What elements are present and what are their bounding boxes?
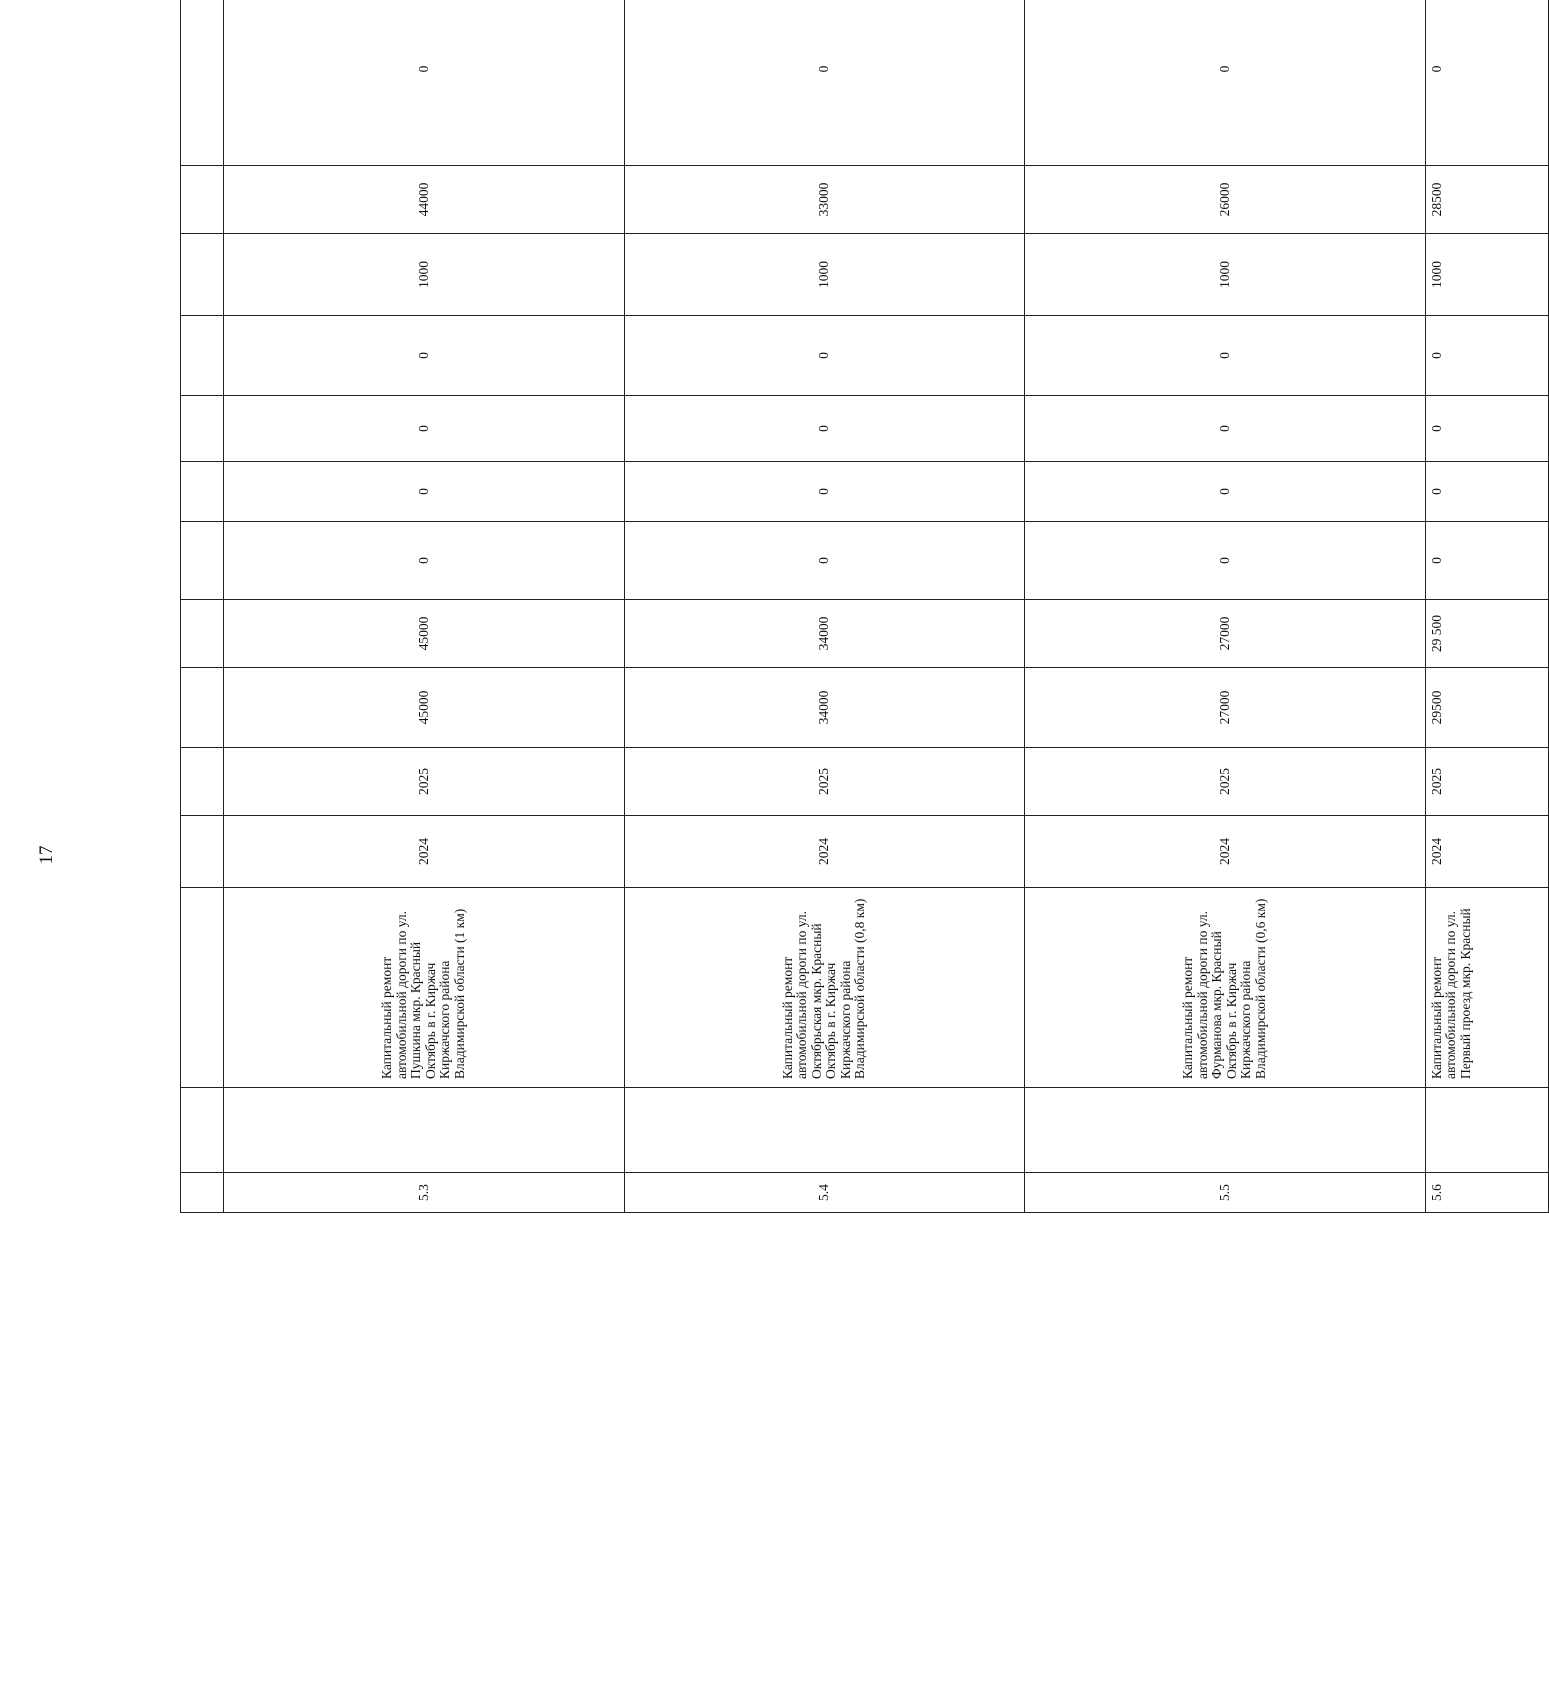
value-cell: 0 [624,462,1025,522]
value-cell: 0 [1425,462,1548,522]
value-cell: 0 [1425,316,1548,396]
start-year: 2024 [1425,816,1548,888]
value-cell: 0 [224,396,625,462]
row-number: 5.4 [624,1173,1025,1213]
value-cell: 26000 [1025,166,1426,234]
value-cell: 0 [1025,462,1426,522]
table-row [624,0,1025,1213]
total-cost-2: 29 500 [1425,600,1548,668]
table-cell [181,816,224,888]
total-cost: 27000 [1025,668,1426,748]
table-cell [181,0,224,166]
end-year: 2025 [224,748,625,816]
table-cell [1025,1088,1426,1173]
value-cell: 33000 [624,166,1025,234]
program-table [180,0,1549,1213]
rotated-table-container [180,65,1473,1213]
table-cell [181,668,224,748]
value-cell: 1000 [1425,234,1548,316]
page-number: 17 [36,845,57,865]
row-number: 5.6 [1425,1173,1548,1213]
total-cost: 34000 [624,668,1025,748]
value-cell: 0 [224,462,625,522]
row-number: 5.5 [1025,1173,1426,1213]
value-cell: 0 [624,396,1025,462]
value-cell: 0 [1025,396,1426,462]
value-cell: 0 [224,316,625,396]
total-cost: 45000 [224,668,625,748]
table-row [224,0,625,1213]
end-year: 2025 [1425,748,1548,816]
value-cell: 0 [1425,0,1548,166]
table-cell [181,166,224,234]
total-cost-2: 34000 [624,600,1025,668]
table-cell [181,234,224,316]
start-year: 2024 [224,816,625,888]
end-year: 2025 [1025,748,1426,816]
total-cost-2: 45000 [224,600,625,668]
value-cell: 1000 [224,234,625,316]
table-cell [1425,1088,1548,1173]
value-cell: 44000 [224,166,625,234]
value-cell: 0 [1425,396,1548,462]
value-cell: 1000 [1025,234,1426,316]
total-cost: 29500 [1425,668,1548,748]
table-header-continuation-row [181,0,224,1213]
value-cell: 0 [624,0,1025,166]
table-cell [181,1088,224,1173]
value-cell: 0 [1025,0,1426,166]
table-cell [181,888,224,1088]
table-cell [624,1088,1025,1173]
measure-name: Капитальный ремонт автомобильной дороги по ул. Пушкина мкр. Красный Октябрь в г. Киржач Киржачского района Владимирской области (1 км) [224,888,625,1088]
value-cell: 1000 [624,234,1025,316]
measure-name: Капитальный ремонт автомобильной дороги по ул. Октябрьская мкр. Красный Октябрь в г. Киржач Киржачского района Владимирской области (0,8 км) [624,888,1025,1088]
value-cell: 0 [624,316,1025,396]
start-year: 2024 [1025,816,1426,888]
value-cell: 0 [1025,316,1426,396]
end-year: 2025 [624,748,1025,816]
value-cell: 0 [224,0,625,166]
table-row [1425,0,1548,1213]
measure-name: Капитальный ремонт автомобильной дороги по ул. Первый проезд мкр. Красный [1425,888,1548,1088]
table-cell [181,316,224,396]
table-cell [181,600,224,668]
value-cell: 28500 [1425,166,1548,234]
value-cell: 0 [624,522,1025,600]
measure-name: Капитальный ремонт автомобильной дороги по ул. Фурманова мкр. Красный Октябрь в г. Киржач Киржачского района Владимирской области (0,6 км) [1025,888,1426,1088]
table-cell [181,748,224,816]
table-cell [181,462,224,522]
value-cell: 0 [1025,522,1426,600]
value-cell: 0 [1425,522,1548,600]
table-cell [181,522,224,600]
table-cell [181,396,224,462]
total-cost-2: 27000 [1025,600,1426,668]
row-number: 5.3 [224,1173,625,1213]
table-row [1025,0,1426,1213]
table-cell [181,1173,224,1213]
table-cell [224,1088,625,1173]
value-cell: 0 [224,522,625,600]
start-year: 2024 [624,816,1025,888]
